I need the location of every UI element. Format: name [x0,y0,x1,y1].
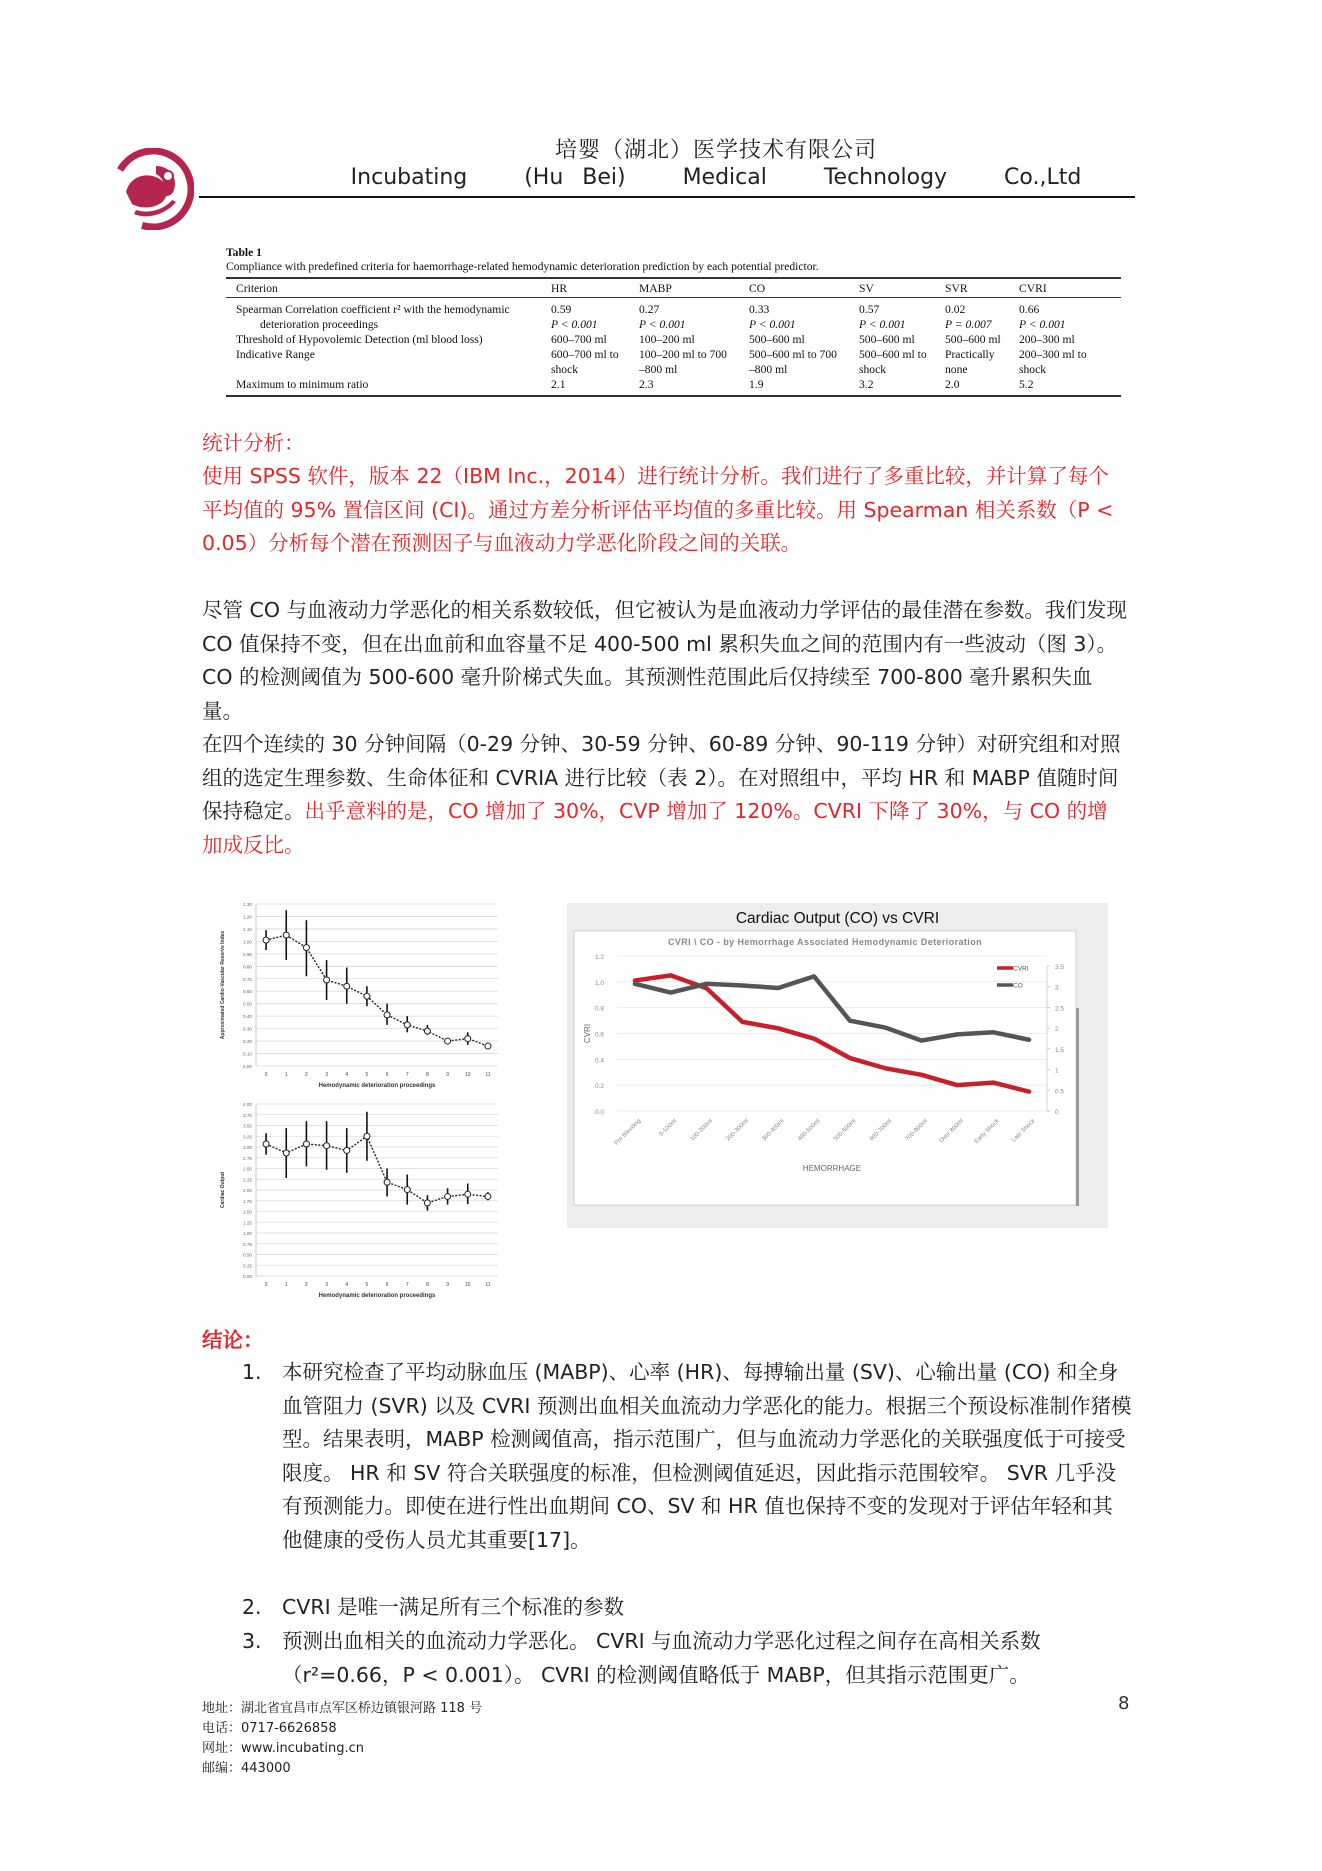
item-text: 预测出血相关的血流动力学恶化。 CVRI 与血流动力学恶化过程之间存在高相关系数（r²=0.66，P < 0.001）。 CVRI 的检测阈值略低于 MABP，但其指示范围更广。 [282,1629,1041,1687]
x-tick-label: Late Shock [1011,1118,1037,1144]
criterion-label-cont: deterioration proceedings [260,318,379,331]
value-cell: 1.9 [749,377,859,396]
cvri-errorbar-chart [212,898,502,1098]
x-tick-label: 0 [264,1072,268,1078]
value-cell [749,347,859,377]
table-row [226,377,1121,396]
cardiac-output-errorbar-chart [212,1098,502,1308]
y-tick-label: 0.50 [243,1252,252,1258]
value-cell [1019,298,1121,333]
footer-postcode: 邮编：443000 [202,1761,291,1776]
data-point [404,1187,410,1193]
value-cont: shock [551,363,579,376]
x-tick-label: 11 [485,1282,491,1288]
y-tick-label: 0.2 [594,1083,604,1091]
value-cell [859,298,945,333]
table-row [226,298,1121,333]
x-tick-label: Early Shock [973,1118,1001,1146]
data-point [384,1012,390,1018]
footer-website[interactable]: 网址：www.incubating.cn [202,1741,365,1756]
y-tick-label: 1.75 [243,1198,252,1204]
x-tick-label: 5 [365,1282,369,1288]
x-tick-label: 8 [426,1072,429,1078]
y-tick-label: 0.75 [243,1241,252,1247]
x-tick-label: 1 [284,1282,288,1288]
y-tick-label: 4.00 [243,1102,252,1107]
value: 0.66 [1019,303,1040,316]
criterion-cell [226,298,551,333]
y2-tick-label: 2 [1055,1026,1059,1034]
x-tick-label: 1 [284,1072,288,1078]
value-cell [945,298,1019,333]
x-tick-label: 3 [325,1282,328,1288]
value-cont: –800 ml [749,363,788,376]
value: 500–600 ml to 700 [749,348,837,361]
value: 0.59 [551,303,572,316]
value-cell [551,298,639,333]
item-number: 1. [242,1360,262,1384]
y-tick-label: 0.90 [243,951,252,957]
data-point [364,993,370,999]
criteria-table [226,277,1121,397]
x-tick-label: 200-300ml [725,1118,750,1143]
y2-tick-label: 1.5 [1055,1046,1065,1054]
value: 0.27 [639,303,660,316]
x-tick-label: 10 [464,1072,471,1078]
y-tick-label: 1.00 [243,1231,252,1236]
y-tick-label: 0.0 [594,1109,604,1116]
x-tick-label: 10 [464,1282,471,1288]
col-header-hr: HR [551,278,639,298]
data-point [404,1022,410,1028]
data-point [283,1150,289,1156]
p-value: P < 0.001 [551,318,598,331]
col-header-sv: SV [859,278,945,298]
legend-label-co: CO [1013,982,1023,990]
comparison-paragraph [202,728,1127,862]
data-point [344,983,350,989]
y-tick-label: 0.4 [594,1057,604,1065]
y-tick-label: 1.25 [243,1220,252,1226]
data-point [263,1141,269,1147]
value-cell: 2.0 [945,377,1019,396]
x-tick-label: 9 [446,1282,449,1288]
conclusion-item [242,1356,1132,1557]
data-point [283,932,289,938]
y-tick-label: 2.25 [243,1177,252,1183]
y-tick-label: 0.60 [243,989,252,995]
x-axis-label: Hemodynamic deterioration proceedings [318,1293,436,1299]
x-tick-label: Over 800ml [938,1118,965,1145]
p-value: P < 0.001 [639,318,686,331]
value: 600–700 ml to [551,348,619,361]
series-line [266,935,488,1046]
data-point [465,1191,471,1197]
x-tick-label: 0-100ml [658,1118,679,1138]
p-value: P < 0.001 [1019,318,1066,331]
table-row [226,347,1121,377]
value: Practically [945,348,995,361]
value-cell: 200–300 ml [1019,333,1075,346]
value-cell: 2.3 [639,377,749,396]
y-tick-label: 0.30 [243,1026,252,1032]
y2-tick-label: 0.5 [1055,1088,1065,1096]
col-header-cvri: CVRI [1019,278,1121,298]
conclusion-heading: 结论： [202,1328,264,1352]
y-tick-label: 3.25 [243,1134,252,1140]
y-tick-label: 0.8 [594,1005,604,1013]
conclusion-item [242,1591,1132,1625]
data-point [303,945,309,951]
table-1 [226,246,1121,397]
x-tick-label: 3 [325,1072,328,1078]
y-tick-label: 0.00 [243,1064,252,1069]
value-cell: 500–600 ml [859,333,915,346]
value-cell: 600–700 ml [551,333,607,346]
company-name-cn: 培婴（湖北）医学技术有限公司 [554,138,877,163]
data-point [424,1028,430,1034]
x-tick-label: 600-700ml [868,1118,894,1143]
y-tick-label: 0.70 [243,976,252,982]
y-tick-label: 1.20 [243,914,252,920]
item-text: 本研究检查了平均动脉血压 (MABP)、心率 (HR)、每搏输出量 (SV)、心输出量 (CO) 和全身血管阻力 (SVR) 以及 CVRI 预测出血相关血流动力学恶化的能力。根据三个预设标准制作猪模型。结果表明，MABP 检测阈值高，指示范围广，但与血流动力学恶化的关联强度低于可接受限度。 HR 和 SV 符合关联强度的标准，但检测阈值延迟，因此指示范围较窄。 SVR 几乎没有预测能力。即使在进行性出血期间 CO、SV 和 HR 值也保持不变的发现对于评估年轻和其他健康的受伤人员尤其重要[17]。 [282,1360,1132,1552]
footer-phone: 电话：0717-6626858 [202,1721,337,1736]
y-tick-label: 1.10 [243,926,252,932]
table-caption: Compliance with predefined criteria for haemorrhage-related hemodynamic deterioration prediction by each potential predictor. [226,260,819,273]
item-number: 3. [242,1629,262,1653]
value: 0.57 [859,303,880,316]
p-value: P < 0.001 [749,318,796,331]
x-tick-label: 300-400ml [761,1118,786,1143]
y-tick-label: 0.40 [243,1014,252,1020]
data-point [465,1036,471,1042]
co-paragraph: 尽管 CO 与血液动力学恶化的相关系数较低，但它被认为是血液动力学评估的最佳潜在参数。我们发现 CO 值保持不变，但在出血前和血容量不足 400-500 ml 累积失血之间的范围内有一些波动（图 3）。 CO 的检测阈值为 500-600 毫升阶梯式失血。其预测性范围此后仅持续至 700-800 毫升累积失血量。 [202,598,1127,723]
data-point [344,1147,350,1153]
x-tick-label: 4 [345,1282,349,1288]
y-axis-label: Cardiac Output [220,1171,226,1209]
x-tick-label: 0 [264,1282,268,1288]
y2-tick-label: 3 [1055,984,1059,992]
data-point [384,1179,390,1185]
value-cell [639,298,749,333]
x-tick-label: 7 [405,1072,409,1078]
y-tick-label: 1.30 [243,902,252,907]
y-axis-label: CVRI [583,1023,592,1044]
y-tick-label: 0.00 [243,1274,252,1279]
y-tick-label: 2.50 [243,1166,252,1172]
chart-title: Cardiac Output (CO) vs CVRI [735,910,940,927]
x-tick-label: 400-500ml [797,1118,822,1143]
y-tick-label: 0.20 [243,1039,252,1045]
comparison-text: 在四个连续的 30 分钟间隔（0-29 分钟、30-59 分钟、60-89 分钟、90-119 分钟）对研究组和对照组的选定生理参数、生命体征和 CVRIA 进行比较（表 2）。在对照组中，平均 HR 和 MABP 值随时间保持稳定。 [202,732,1121,823]
x-tick-label: 2 [305,1072,308,1078]
y-axis-label: Approximated Cardio-Vascular Reserve Index [220,930,226,1040]
value-cont: none [945,363,968,376]
comparison-highlight: 出乎意料的是，CO 增加了 30%，CVP 增加了 120%。CVRI 下降了 30%，与 CO 的增加成反比。 [202,799,1108,857]
col-header-co: CO [749,278,859,298]
x-axis-label: HEMORRHAGE [802,1164,862,1173]
data-point [445,1038,451,1044]
criterion-label: Maximum to minimum ratio [226,377,551,396]
value: 500–600 ml to [859,348,927,361]
y-tick-label: 3.00 [243,1145,252,1150]
y2-tick-label: 1 [1055,1067,1059,1075]
series-line [266,1136,488,1203]
value-cell: 100–200 ml [639,333,695,346]
data-point [485,1193,491,1199]
value: 200–300 ml to [1019,348,1087,361]
footer-address: 地址：湖北省宜昌市点军区桥边镇银河路 118 号 [202,1701,483,1716]
y-tick-label: 2.00 [243,1188,252,1193]
x-tick-label: 6 [385,1072,389,1078]
x-tick-label: 7 [405,1282,409,1288]
y-tick-label: 1.00 [243,939,252,945]
criterion-label: Indicative Range [236,348,315,361]
y-tick-label: 1.2 [594,954,604,961]
col-header-svr: SVR [945,278,1019,298]
legend-label-cvri: CVRI [1013,965,1029,973]
x-tick-label: 500-600ml [833,1118,858,1143]
table-row [226,332,1121,347]
criterion-label: Spearman Correlation coefficient r² with the hemodynamic [236,303,510,316]
item-text: CVRI 是唯一满足所有三个标准的参数 [282,1595,625,1619]
value-cont: shock [859,363,887,376]
col-header-criterion: Criterion [226,278,551,298]
value-cell: 500–600 ml [749,333,805,346]
panel-shadow [1076,1008,1079,1206]
x-tick-label: 6 [385,1282,389,1288]
col-header-mabp: MABP [639,278,749,298]
stats-heading: 统计分析： [202,431,305,455]
y-tick-label: 0.25 [243,1263,252,1269]
x-tick-label: 700-800ml [904,1118,929,1143]
y-tick-label: 0.80 [243,964,252,970]
y-tick-label: 3.75 [243,1112,252,1118]
item-number: 2. [242,1595,262,1619]
x-tick-label: 4 [345,1072,349,1078]
y2-tick-label: 2.5 [1055,1005,1065,1013]
conclusion-item [242,1625,1132,1692]
value-cell [639,347,749,377]
x-tick-label: 9 [446,1072,449,1078]
data-point [324,977,330,983]
data-point [364,1133,370,1139]
p-value: P = 0.007 [945,318,992,331]
value: 0.33 [749,303,770,316]
data-point [303,1141,309,1147]
page-number: 8 [1118,1693,1130,1714]
y-tick-label: 3.50 [243,1123,252,1129]
y-tick-label: 1.50 [243,1209,252,1215]
data-point [424,1200,430,1206]
y-tick-label: 1.0 [594,979,604,987]
table-title: Table 1 [226,246,262,259]
value-cont: –800 ml [639,363,678,376]
value: 0.02 [945,303,966,316]
y2-tick-label: 3.5 [1055,964,1065,971]
x-tick-label: 11 [485,1072,491,1078]
x-axis-label: Hemodynamic deterioration proceedings [318,1083,436,1089]
x-tick-label: 2 [305,1282,308,1288]
value-cell: 5.2 [1019,377,1121,396]
p-value: P < 0.001 [859,318,906,331]
chart-subtitle: CVRI \ CO - by Hemorrhage Associated Hemodynamic Deterioration [667,937,983,947]
criterion-label: Threshold of Hypovolemic Detection (ml blood loss) [236,333,483,346]
data-point [445,1193,451,1199]
y-tick-label: 0.6 [594,1031,604,1039]
x-tick-label: 8 [426,1282,429,1288]
x-tick-label: 100-200ml [689,1118,714,1143]
value-cont: shock [1019,363,1047,376]
value-cell [859,347,945,377]
company-name-en: Incubating (Hu Bei) Medical Technology Co.,Ltd [350,165,1082,190]
header-divider [199,196,1135,198]
stats-paragraph: 使用 SPSS 软件，版本 22（IBM Inc.，2014）进行统计分析。我们进行了多重比较，并计算了每个平均值的 95% 置信区间 (CI)。通过方差分析评估平均值的多重比较。用 Spearman 相关系数（P < 0.05）分析每个潜在预测因子与血液动力学恶化阶段之间的关联。 [202,464,1114,555]
data-point [324,1143,330,1149]
x-tick-label: 5 [365,1072,369,1078]
value-cell [945,347,1019,377]
value-cell: 3.2 [859,377,945,396]
y2-tick-label: 0 [1055,1109,1059,1116]
co-vs-cvri-chart [567,903,1108,1228]
data-point [263,937,269,943]
table-header-row [226,278,1121,298]
data-point [485,1043,491,1049]
y-tick-label: 0.50 [243,1001,252,1007]
y-tick-label: 0.10 [243,1051,252,1057]
y-tick-label: 2.75 [243,1155,252,1161]
value-cell [749,298,859,333]
value: 100–200 ml to 700 [639,348,727,361]
value-cell: 2.1 [551,377,639,396]
value-cell [1019,347,1121,377]
value-cell: 500–600 ml [945,333,1001,346]
x-tick-label: Pre Bleeding [613,1118,643,1147]
value-cell [551,347,639,377]
